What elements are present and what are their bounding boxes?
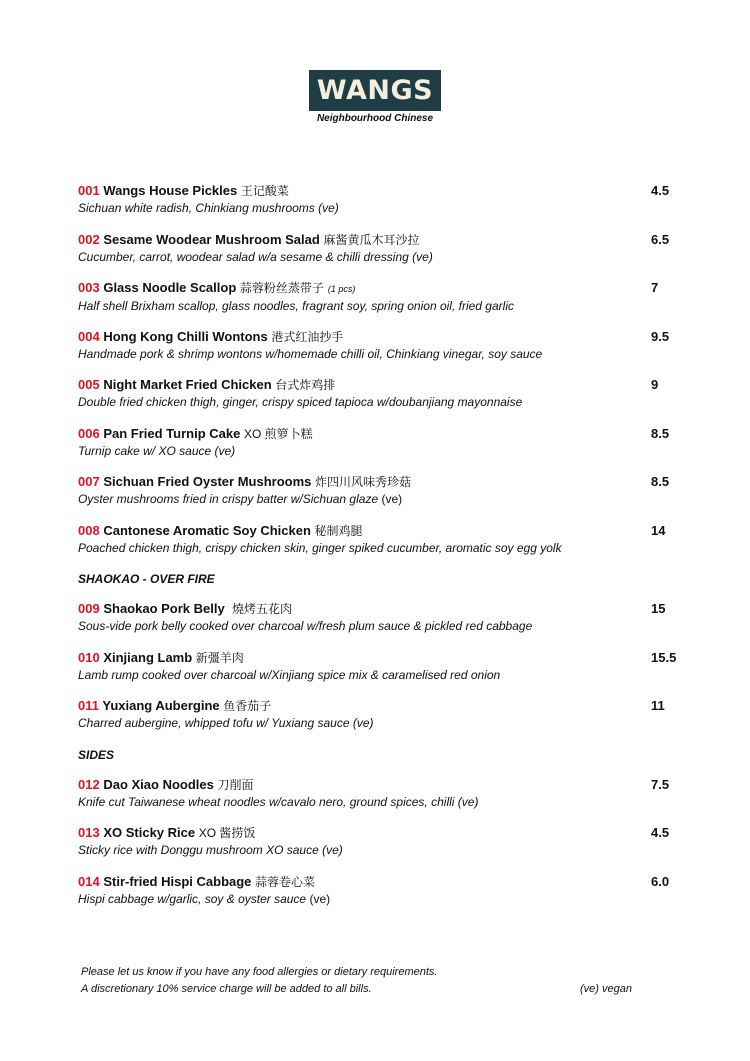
item-description: Charred aubergine, whipped tofu w/ Yuxiang sauce (ve) [78, 716, 374, 730]
menu-item [78, 328, 678, 377]
item-name: Hong Kong Chilli Wontons [103, 328, 268, 344]
menu-item [78, 231, 678, 280]
item-price: 4.5 [651, 183, 670, 198]
item-title [78, 697, 678, 715]
item-description: Knife cut Taiwanese wheat noodles w/cavalo nero, ground spices, chilli (ve) [78, 794, 479, 809]
item-title [78, 473, 678, 491]
item-chinese-name: 港式红油抄手 [271, 329, 344, 344]
footer-row [81, 981, 641, 998]
item-description: Sichuan white radish, Chinkiang mushrooms (ve) [78, 201, 339, 215]
item-number: 007 [78, 474, 100, 489]
item-title [78, 776, 678, 794]
item-number: 014 [78, 873, 100, 889]
item-description: Half shell Brixham scallop, glass noodles, fragrant soy, spring onion oil, fried garlic [78, 299, 514, 313]
menu-item [78, 697, 678, 746]
item-number: 011 [78, 698, 99, 713]
item-number: 012 [78, 776, 100, 792]
item-description: Lamb rump cooked over charcoal w/Xinjiang spice mix & caramelised red onion [78, 667, 501, 682]
item-chinese-name: 王记酸菜 [240, 184, 289, 198]
item-name: Yuxiang Aubergine [102, 698, 220, 713]
item-price: 11 [651, 698, 665, 713]
menu-item [78, 376, 678, 425]
item-number: 013 [78, 825, 100, 840]
item-description: Sous-vide pork belly cooked over charcoal w/fresh plum sauce & pickled red cabbage [78, 619, 533, 633]
item-price: 8.5 [651, 474, 670, 489]
item-chinese-name: 鱼香茄子 [223, 699, 272, 713]
menu-item [78, 279, 678, 328]
item-price: 14 [651, 522, 666, 538]
item-title [78, 600, 678, 618]
menu-item [78, 873, 678, 922]
item-name: Night Market Fried Chicken [103, 377, 272, 392]
menu-item [78, 824, 678, 873]
item-chinese-name: 台式炸鸡排 [275, 378, 336, 392]
brand-logo: WANGS [309, 70, 441, 111]
item-price: 4.5 [651, 825, 670, 840]
item-name: Dao Xiao Noodles [103, 776, 214, 792]
item-chinese-name: XO 煎箩卜糕 [243, 426, 313, 441]
item-title [78, 376, 678, 394]
section-title-sides: SIDES [78, 747, 115, 762]
menu-item [78, 425, 678, 474]
item-number: 008 [78, 522, 100, 538]
item-name: Xinjiang Lamb [103, 649, 193, 665]
menu-item [78, 473, 678, 522]
item-price: 15 [651, 601, 666, 616]
item-price: 9 [651, 377, 659, 392]
item-description: Hispi cabbage w/garlic, soy & oyster sauce (ve) [78, 891, 331, 906]
item-chinese-name: 新彊羊肉 [195, 650, 244, 665]
item-quantity-note: (1 pcs) [327, 284, 356, 294]
item-chinese-name: XO 酱捞饭 [198, 826, 256, 840]
item-description: Turnip cake w/ XO sauce (ve) [78, 443, 236, 458]
item-price: 8.5 [651, 425, 670, 441]
menu-item [78, 182, 678, 231]
menu-item [78, 522, 678, 571]
brand-tagline: Neighbourhood Chinese [316, 113, 434, 124]
item-number: 005 [78, 377, 100, 392]
item-chinese-name: 燒烤五花肉 [231, 602, 292, 616]
item-name: Wangs House Pickles [103, 183, 238, 198]
item-chinese-name: 麻酱黄瓜木耳沙拉 [323, 232, 420, 247]
menu-footer [81, 964, 641, 998]
item-title [78, 231, 678, 249]
vegan-tag: (ve) [378, 492, 403, 506]
item-price: 6.0 [651, 873, 670, 889]
item-description: Poached chicken thigh, crispy chicken skin, ginger spiked cucumber, aromatic soy egg yolk [78, 540, 562, 555]
item-title [78, 649, 678, 667]
item-chinese-name: 刀削面 [217, 777, 254, 792]
item-name: Shaokao Pork Belly [103, 601, 225, 616]
item-chinese-name: 炸四川风味秀珍菇 [315, 475, 412, 489]
item-description: Oyster mushrooms fried in crispy batter w/Sichuan glaze (ve) [78, 492, 403, 506]
item-price: 7.5 [651, 776, 670, 792]
service-charge-note: A discretionary 10% service charge will be added to all bills. [81, 983, 372, 995]
brand-header [308, 70, 442, 124]
item-chinese-name: 蒜蓉粉丝蒸带子 [239, 281, 324, 295]
vegan-legend: (ve) vegan [580, 983, 632, 995]
item-title [78, 824, 678, 842]
item-title [78, 182, 678, 200]
item-name: Pan Fried Turnip Cake [103, 425, 241, 441]
item-title [78, 522, 678, 540]
item-price: 6.5 [651, 231, 670, 247]
allergy-note: Please let us know if you have any food allergies or dietary requirements. [81, 966, 438, 978]
menu-item [78, 649, 678, 698]
item-description: Double fried chicken thigh, ginger, crispy spiced tapioca w/doubanjiang mayonnaise [78, 395, 523, 409]
item-number: 003 [78, 280, 100, 295]
item-title [78, 279, 678, 298]
item-number: 002 [78, 231, 100, 247]
vegan-tag: (ve) [306, 891, 331, 906]
item-description: Cucumber, carrot, woodear salad w/a sesame & chilli dressing (ve) [78, 249, 433, 264]
menu-item [78, 776, 678, 825]
item-name: Glass Noodle Scallop [103, 280, 237, 295]
item-number: 001 [78, 183, 100, 198]
item-price: 15.5 [651, 649, 677, 665]
item-number: 010 [78, 649, 100, 665]
menu-item [78, 600, 678, 649]
item-chinese-name: 蒜蓉卷心菜 [255, 874, 316, 889]
item-price: 7 [651, 280, 659, 295]
item-description: Sticky rice with Donggu mushroom XO sauce (ve) [78, 843, 343, 857]
item-title [78, 328, 678, 346]
item-chinese-name: 秘制鸡腿 [314, 523, 363, 538]
item-name: Sichuan Fried Oyster Mushrooms [103, 474, 312, 489]
item-name: Stir-fried Hispi Cabbage [103, 873, 252, 889]
section-title-shaokao: SHAOKAO - OVER FIRE [78, 572, 215, 586]
item-number: 009 [78, 601, 100, 616]
item-name: XO Sticky Rice [103, 825, 196, 840]
item-number: 004 [78, 328, 100, 344]
item-name: Sesame Woodear Mushroom Salad [103, 231, 320, 247]
item-name: Cantonese Aromatic Soy Chicken [103, 522, 311, 538]
item-description: Handmade pork & shrimp wontons w/homemade chilli oil, Chinkiang vinegar, soy sauce [78, 346, 543, 361]
item-price: 9.5 [651, 328, 670, 344]
item-title [78, 873, 678, 891]
item-title [78, 425, 678, 443]
menu-list [78, 182, 678, 921]
item-number: 006 [78, 425, 100, 441]
